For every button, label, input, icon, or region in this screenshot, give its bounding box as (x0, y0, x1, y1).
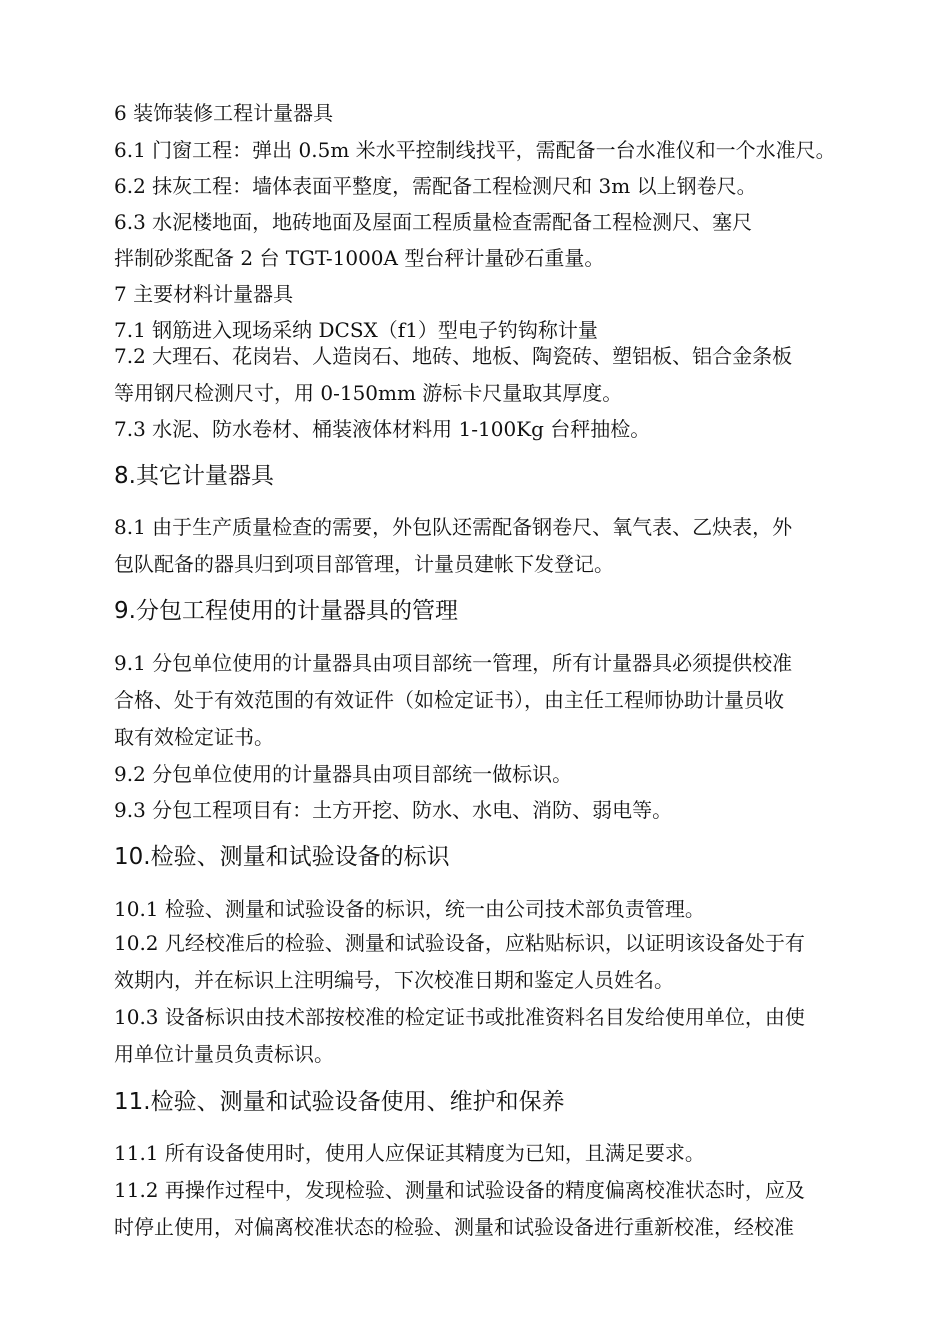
paragraph-9-1-line-2: 合格、处于有效范围的有效证件（如检定证书），由主任工程师协助计量员收 (114, 688, 784, 712)
section-6-heading: 6 装饰装修工程计量器具 (114, 101, 334, 125)
paragraph-7-2-line-1: 7.2 大理石、花岗岩、人造岗石、地砖、地板、陶瓷砖、塑铝板、铝合金条板 (114, 344, 793, 368)
paragraph-10-1: 10.1 检验、测量和试验设备的标识，统一由公司技术部负责管理。 (114, 897, 705, 921)
paragraph-9-1-line-3: 取有效检定证书。 (114, 725, 274, 749)
paragraph-10-2-line-2: 效期内，并在标识上注明编号，下次校准日期和鉴定人员姓名。 (114, 968, 674, 992)
paragraph-6-3-line-2: 拌制砂浆配备 2 台 TGT-1000A 型台秤计量砂石重量。 (114, 246, 605, 270)
paragraph-10-3-line-2: 用单位计量员负责标识。 (114, 1042, 334, 1066)
paragraph-7-1: 7.1 钢筋进入现场采纳 DCSX（f1）型电子钓钩称计量 (114, 318, 598, 342)
section-10-heading: 10.检验、测量和试验设备的标识 (114, 844, 450, 870)
paragraph-8-1-line-1: 8.1 由于生产质量检查的需要，外包队还需配备钢卷尺、氧气表、乙炔表，外 (114, 515, 793, 539)
paragraph-6-1: 6.1 门窗工程：弹出 0.5m 米水平控制线找平，需配备一台水准仪和一个水准尺。 (114, 138, 836, 162)
section-9-heading: 9.分包工程使用的计量器具的管理 (114, 598, 458, 624)
paragraph-11-2-line-1: 11.2 再操作过程中，发现检验、测量和试验设备的精度偏离校准状态时，应及 (114, 1178, 805, 1202)
paragraph-9-1-line-1: 9.1 分包单位使用的计量器具由项目部统一管理，所有计量器具必须提供校准 (114, 651, 793, 675)
paragraph-10-3-line-1: 10.3 设备标识由技术部按校准的检定证书或批准资料名目发给使用单位，由使 (114, 1005, 805, 1029)
paragraph-6-2: 6.2 抹灰工程：墙体表面平整度，需配备工程检测尺和 3m 以上钢卷尺。 (114, 174, 757, 198)
paragraph-7-3: 7.3 水泥、防水卷材、桶装液体材料用 1-100Kg 台秤抽检。 (114, 417, 651, 441)
paragraph-10-2-line-1: 10.2 凡经校准后的检验、测量和试验设备，应粘贴标识，以证明该设备处于有 (114, 931, 805, 955)
section-7-heading: 7 主要材料计量器具 (114, 282, 294, 306)
paragraph-9-2: 9.2 分包单位使用的计量器具由项目部统一做标识。 (114, 762, 573, 786)
section-11-heading: 11.检验、测量和试验设备使用、维护和保养 (114, 1089, 565, 1115)
paragraph-8-1-line-2: 包队配备的器具归到项目部管理，计量员建帐下发登记。 (114, 552, 614, 576)
paragraph-11-1: 11.1 所有设备使用时，使用人应保证其精度为已知，且满足要求。 (114, 1141, 705, 1165)
paragraph-7-2-line-2: 等用钢尺检测尺寸，用 0-150mm 游标卡尺量取其厚度。 (114, 381, 623, 405)
paragraph-9-3: 9.3 分包工程项目有：土方开挖、防水、水电、消防、弱电等。 (114, 798, 673, 822)
paragraph-6-3-line-1: 6.3 水泥楼地面，地砖地面及屋面工程质量检查需配备工程检测尺、塞尺 (114, 210, 753, 234)
section-8-heading: 8.其它计量器具 (114, 463, 274, 489)
paragraph-11-2-line-2: 时停止使用，对偏离校准状态的检验、测量和试验设备进行重新校准，经校准 (114, 1215, 794, 1239)
